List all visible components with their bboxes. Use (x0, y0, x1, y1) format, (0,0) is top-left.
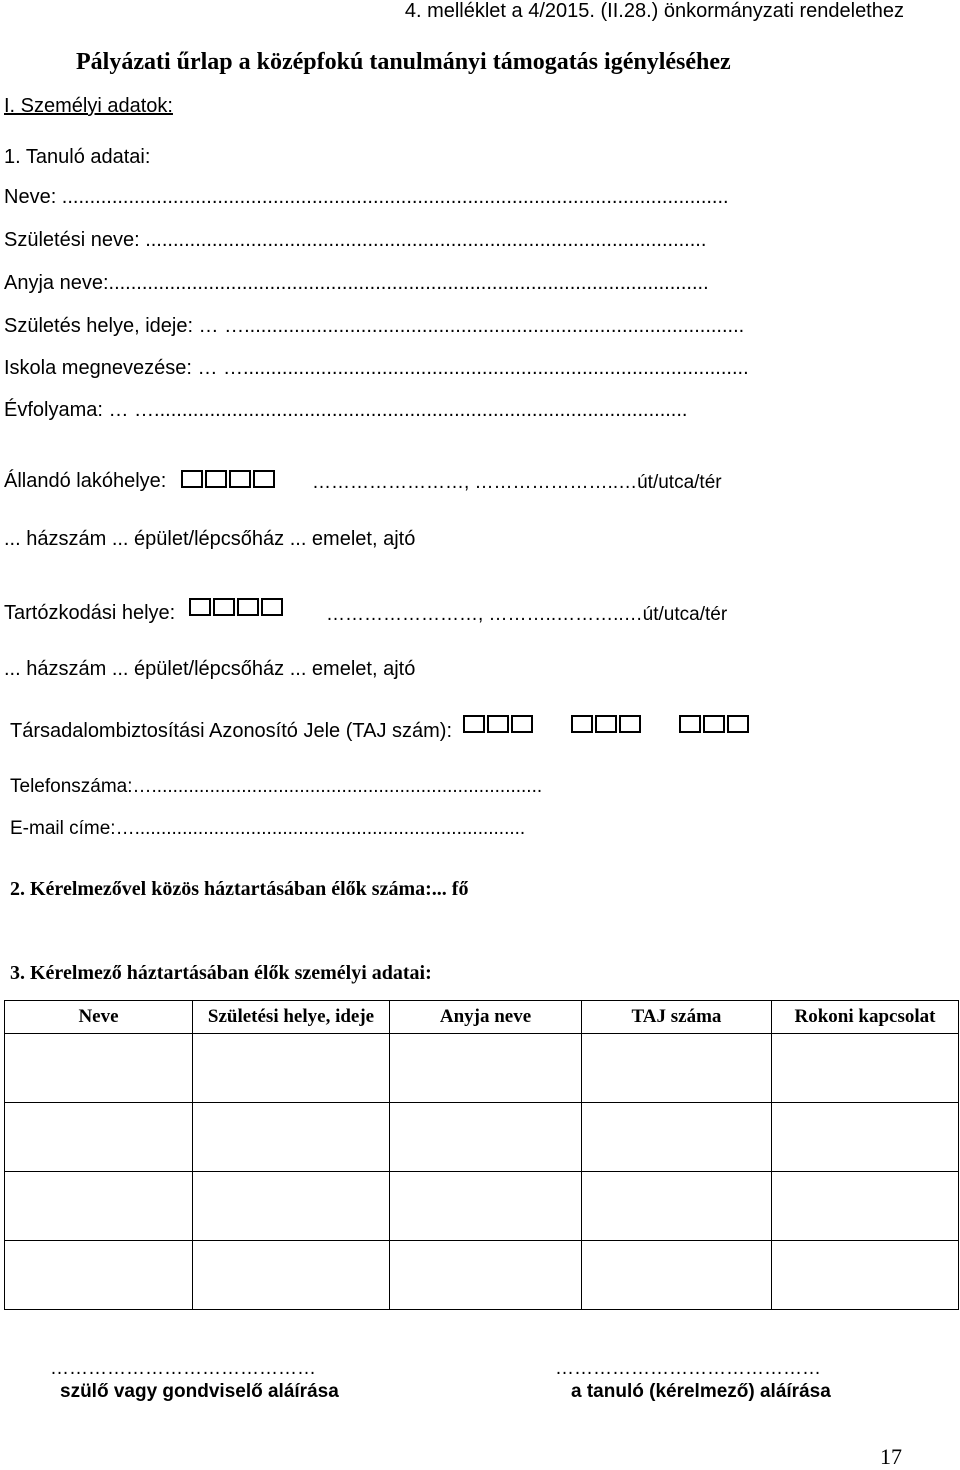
taj-digit-box[interactable] (619, 715, 641, 733)
permanent-zip-boxes[interactable] (181, 470, 275, 488)
table-cell[interactable] (582, 1241, 772, 1310)
zip-digit-box[interactable] (229, 470, 251, 488)
field-birth-place-date[interactable]: Születés helye, ideje: … ….......................................................................................... (4, 315, 745, 337)
column-header-birth: Születési helye, ideje (193, 1001, 390, 1034)
table-cell[interactable] (582, 1103, 772, 1172)
table-cell[interactable] (390, 1241, 582, 1310)
permanent-address-label: Állandó lakóhelye: (4, 470, 167, 492)
table-cell[interactable] (193, 1034, 390, 1103)
field-email[interactable]: E-mail címe:….......................................................................... (10, 818, 526, 839)
table-cell[interactable] (193, 1103, 390, 1172)
table-row (5, 1172, 959, 1241)
parent-signature-line[interactable]: …………………………………… (50, 1358, 316, 1379)
column-header-relation: Rokoni kapcsolat (772, 1001, 959, 1034)
taj-number-boxes[interactable] (463, 715, 749, 733)
table-cell[interactable] (5, 1241, 193, 1310)
section-heading-personal: I. Személyi adatok: (4, 95, 173, 117)
table-cell[interactable] (5, 1034, 193, 1103)
table-cell[interactable] (772, 1172, 959, 1241)
table-cell[interactable] (582, 1034, 772, 1103)
household-count-field[interactable]: 2. Kérelmezővel közös háztartásában élők száma:... fő (10, 878, 469, 900)
taj-digit-box[interactable] (463, 715, 485, 733)
page-title: Pályázati űrlap a középfokú tanulmányi támogatás igényléséhez (76, 49, 731, 75)
parent-signature-label: szülő vagy gondviselő aláírása (60, 1381, 339, 1402)
taj-digit-box[interactable] (595, 715, 617, 733)
field-name[interactable]: Neve: ........................................................................................................................ (4, 186, 729, 208)
zip-digit-box[interactable] (253, 470, 275, 488)
zip-digit-box[interactable] (181, 470, 203, 488)
taj-digit-box[interactable] (487, 715, 509, 733)
field-birth-name[interactable]: Születési neve: ..................................................................................................... (4, 229, 707, 251)
student-signature-label: a tanuló (kérelmező) aláírása (571, 1381, 831, 1402)
table-cell[interactable] (390, 1172, 582, 1241)
table-row (5, 1241, 959, 1310)
student-signature-line[interactable]: …………………………………… (555, 1358, 821, 1379)
temporary-address-label: Tartózkodási helye: (4, 602, 176, 624)
permanent-address-details[interactable]: ... házszám ... épület/lépcsőház ... emelet, ajtó (4, 528, 416, 550)
table-row (5, 1034, 959, 1103)
table-cell[interactable] (772, 1241, 959, 1310)
table-cell[interactable] (193, 1172, 390, 1241)
taj-digit-box[interactable] (511, 715, 533, 733)
field-mother-name[interactable]: Anyja neve:............................................................................................................ (4, 272, 709, 294)
taj-digit-box[interactable] (727, 715, 749, 733)
subheading-student: 1. Tanuló adatai: (4, 146, 151, 168)
field-phone[interactable]: Telefonszáma:….......................................................................... (10, 776, 543, 797)
zip-digit-box[interactable] (261, 598, 283, 616)
field-grade[interactable]: Évfolyama: … …................................................................................................ (4, 399, 688, 421)
column-header-mother: Anyja neve (390, 1001, 582, 1034)
temporary-zip-boxes[interactable] (189, 598, 283, 616)
table-cell[interactable] (390, 1034, 582, 1103)
table-cell[interactable] (5, 1103, 193, 1172)
zip-digit-box[interactable] (213, 598, 235, 616)
column-header-taj: TAJ száma (582, 1001, 772, 1034)
household-members-table (4, 1000, 959, 1310)
table-cell[interactable] (5, 1172, 193, 1241)
page-number: 17 (880, 1444, 902, 1469)
table-cell[interactable] (772, 1103, 959, 1172)
taj-digit-box[interactable] (571, 715, 593, 733)
section-heading-household: 3. Kérelmező háztartásában élők személyi adatai: (10, 962, 432, 984)
column-header-name: Neve (5, 1001, 193, 1034)
field-school[interactable]: Iskola megnevezése: … …........................................................................................... (4, 357, 749, 379)
permanent-street-line[interactable]: ……………………, …………………..…út/utca/tér (312, 472, 722, 493)
table-cell[interactable] (193, 1241, 390, 1310)
table-cell[interactable] (582, 1172, 772, 1241)
table-cell[interactable] (390, 1103, 582, 1172)
temporary-address-details[interactable]: ... házszám ... épület/lépcsőház ... emelet, ajtó (4, 658, 416, 680)
zip-digit-box[interactable] (205, 470, 227, 488)
table-header-row (5, 1001, 959, 1034)
zip-digit-box[interactable] (237, 598, 259, 616)
temporary-street-line[interactable]: ……………………, ………..………..…út/utca/tér (326, 604, 728, 625)
annex-reference: 4. melléklet a 4/2015. (II.28.) önkormányzati rendelethez (404, 0, 904, 22)
taj-digit-box[interactable] (703, 715, 725, 733)
taj-label: Társadalombiztosítási Azonosító Jele (TAJ szám): (10, 720, 453, 742)
table-row (5, 1103, 959, 1172)
taj-digit-box[interactable] (679, 715, 701, 733)
zip-digit-box[interactable] (189, 598, 211, 616)
table-cell[interactable] (772, 1034, 959, 1103)
